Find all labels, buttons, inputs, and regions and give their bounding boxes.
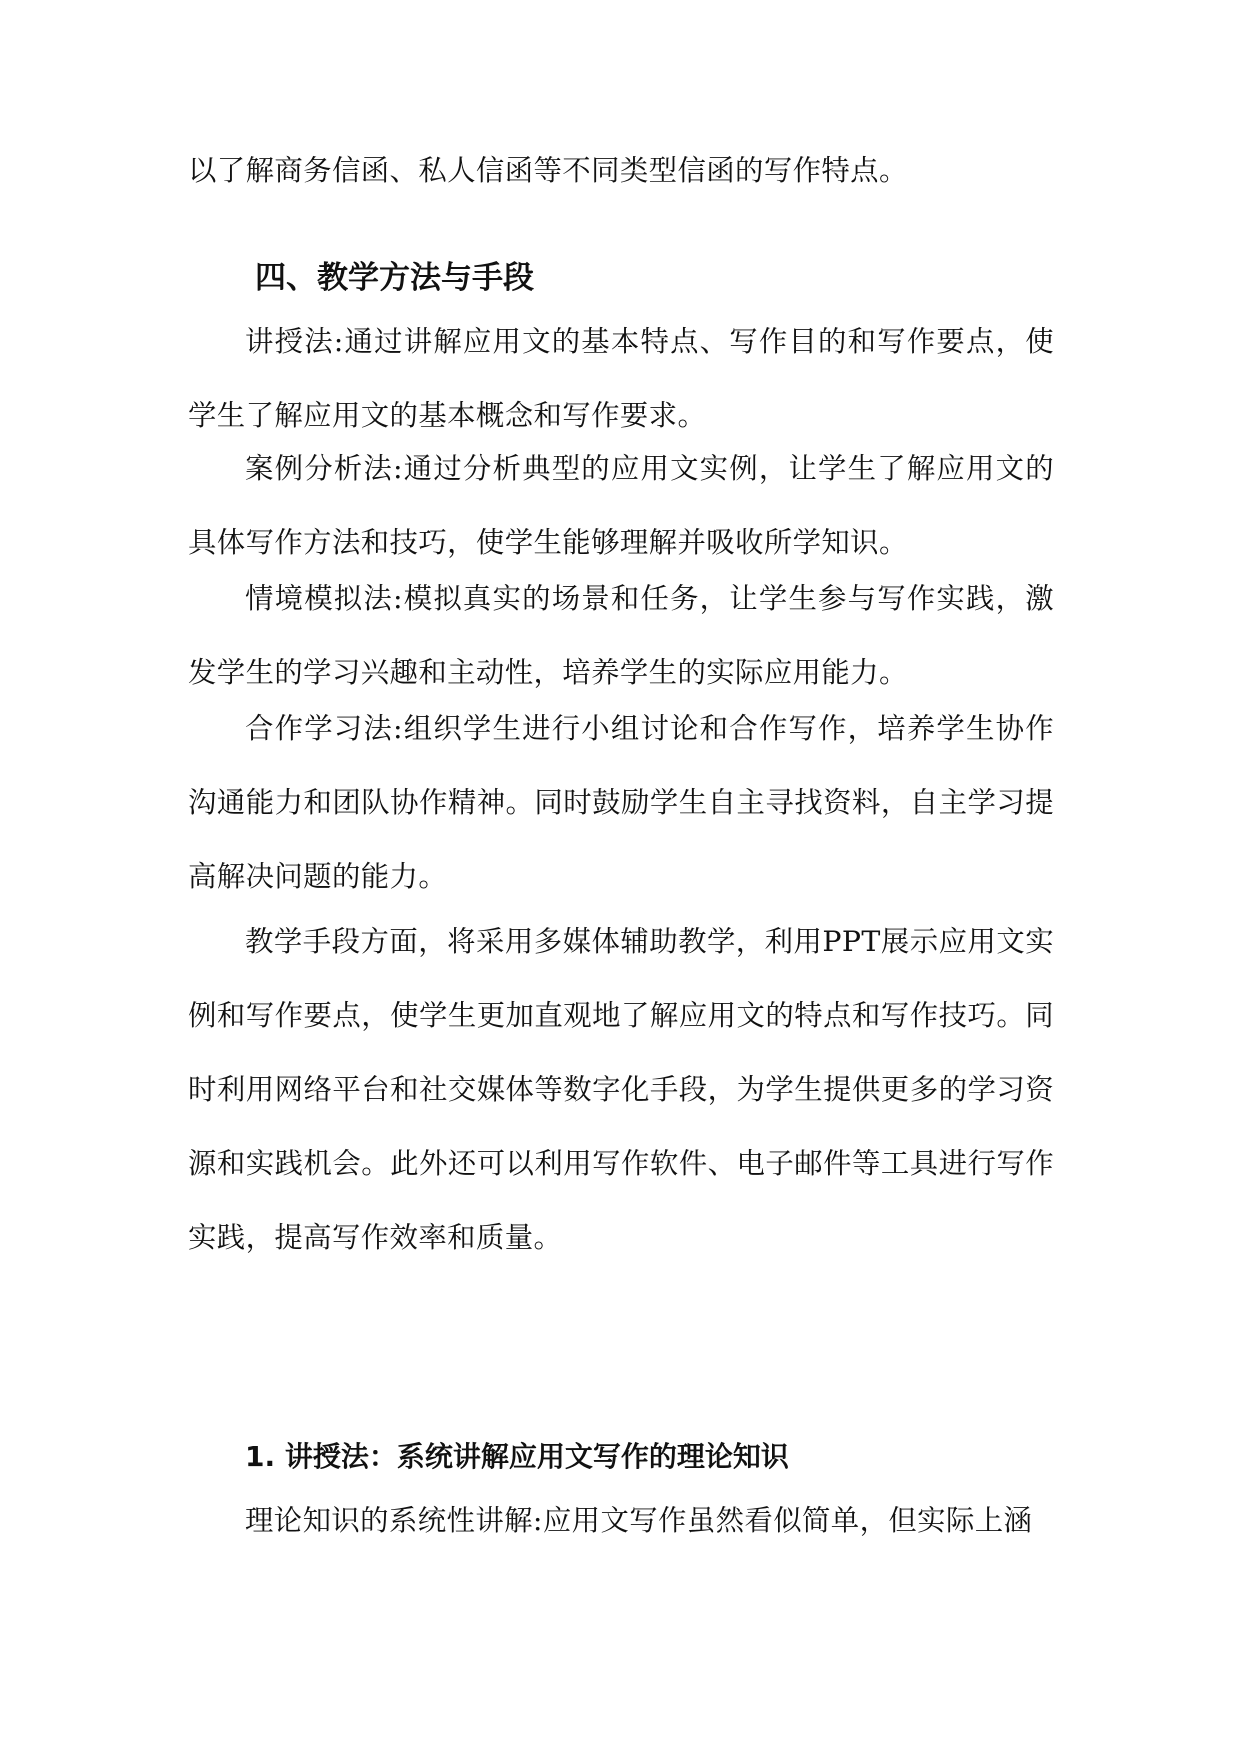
paragraph-teaching-means: 教学手段方面，将采用多媒体辅助教学，利用PPT展示应用文实例和写作要点，使学生更加直观地了解应用文的特点和写作技巧。同时利用网络平台和社交媒体等数字化手段，为学生提供更多的学习资源和实践机会。此外还可以利用写作软件、电子邮件等工具进行写作实践，提高写作效率和质量。 — [188, 925, 1054, 1254]
paragraph-theory-lecture: 理论知识的系统性讲解:应用文写作虽然看似简单，但实际上涵 — [245, 1504, 1033, 1537]
continuation-paragraph: 以了解商务信函、私人信函等不同类型信函的写作特点。 — [188, 154, 908, 187]
paragraph-lecture-method: 讲授法:通过讲解应用文的基本特点、写作目的和写作要点，使学生了解应用文的基本概念和写作要求。 — [188, 325, 1054, 432]
section-heading: 四、教学方法与手段 — [255, 260, 534, 296]
paragraph-cooperative-learning-method: 合作学习法:组织学生进行小组讨论和合作写作，培养学生协作沟通能力和团队协作精神。同时鼓励学生自主寻找资料，自主学习提高解决问题的能力。 — [188, 712, 1054, 893]
subsection-heading: 1. 讲授法：系统讲解应用文写作的理论知识 — [245, 1440, 789, 1473]
paragraph-scenario-simulation-method: 情境模拟法:模拟真实的场景和任务，让学生参与写作实践，激发学生的学习兴趣和主动性，培养学生的实际应用能力。 — [188, 582, 1054, 689]
paragraph-case-analysis-method: 案例分析法:通过分析典型的应用文实例，让学生了解应用文的具体写作方法和技巧，使学生能够理解并吸收所学知识。 — [188, 452, 1054, 559]
